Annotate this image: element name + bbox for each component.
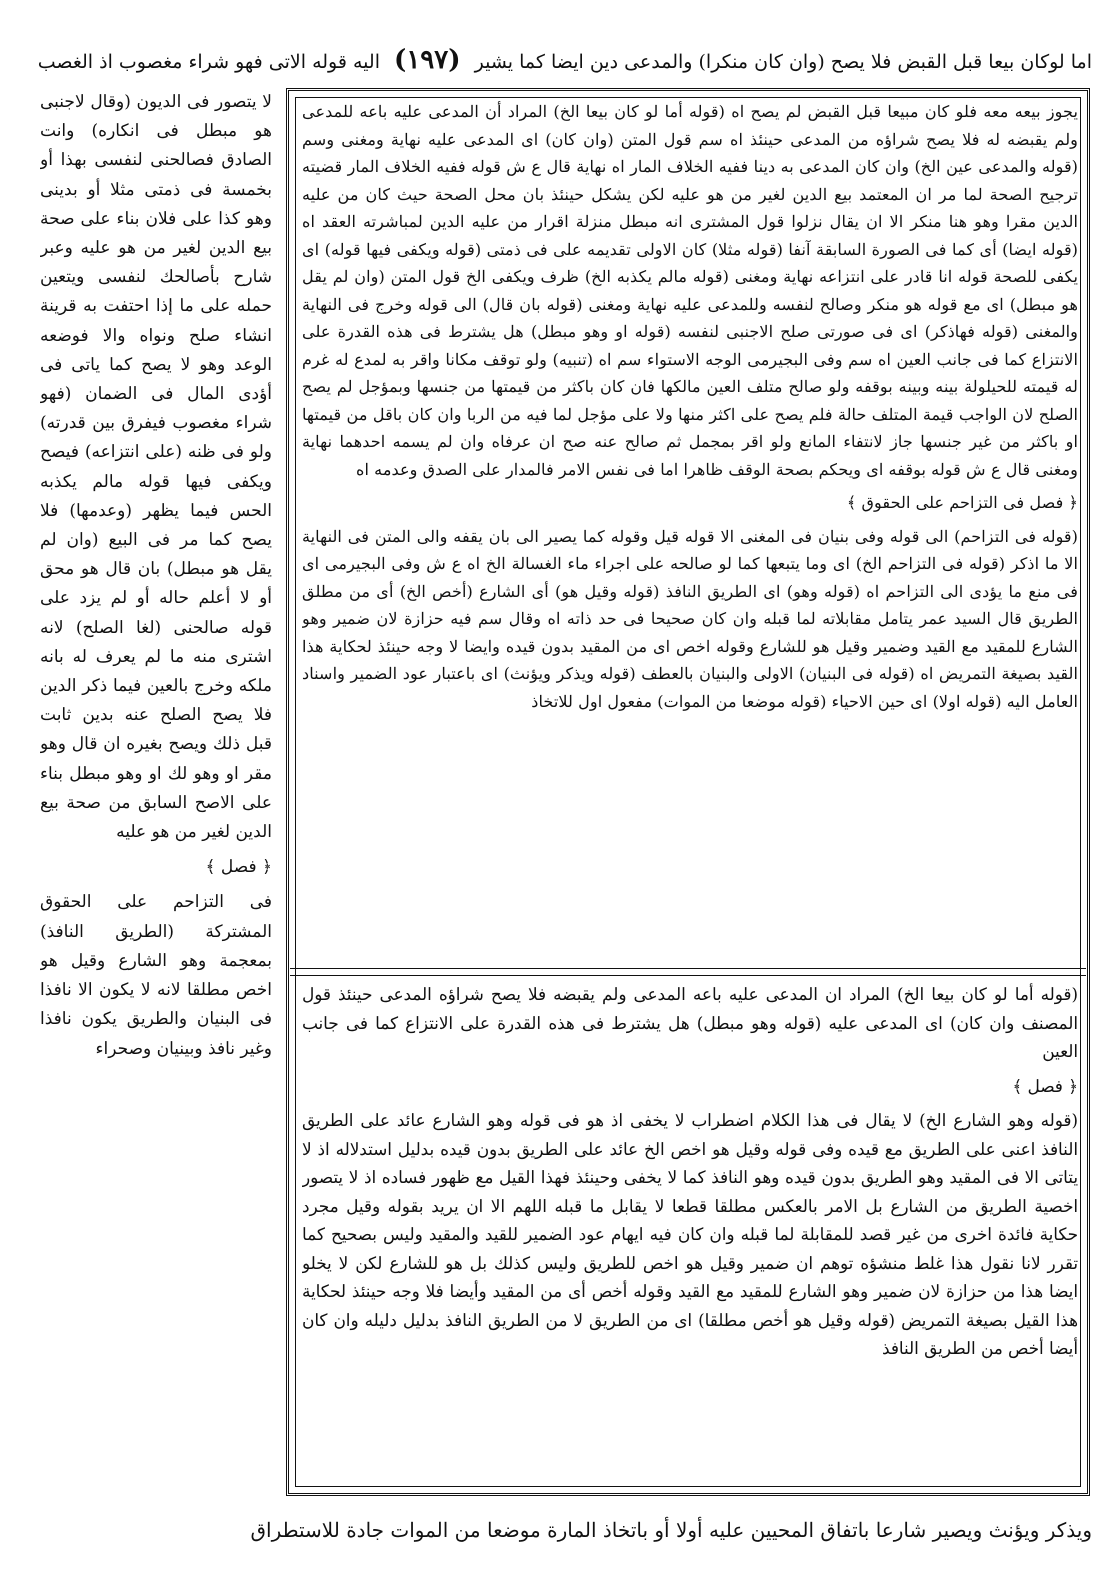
lower-commentary-paragraph: (قوله أما لو كان بيعا الخ) المراد ان المدعى عليه باعه المدعى ولم يقبضه فلا يصح شراؤه المدعى حينئذ قول المصنف وان كان) اى المدعى عليه (قوله وهو مبطل) هل يشترط فى هذه القدرة على الانتزاع كما فى جانب العين: [302, 984, 1078, 1061]
lower-commentary: [302, 980, 1078, 1488]
commentary-divider: [290, 968, 1086, 976]
page-header: [22, 40, 1092, 80]
main-text-paragraph: لا يتصور فى الديون (وقال لاجنبى هو مبطل فى انكاره) وانت الصادق فصالحنى لنفسى بهذا أو بخمسة فى ذمتى مثلا أو بدينى وهو كذا على فلان بناء على صحة بيع الدين لغير من هو عليه وعبر شارح بأصالحك لنفسى ويتعين حمله على ما إذا احتفت به قرينة انشاء صلح ونواه والا فوضعه الوعد وهو لا يصح كما ياتى فى أؤدى المال فى الضمان (فهو شراء مغصوب فيفرق بين قدرته) ولو فى ظنه (على انتزاعه) فيصح ويكفى فيها قوله مالم يكذبه الحس فيما يظهر (وعدمها) فلا يصح كما مر فى البيع (وان لم يقل هو مبطل) بان قال هو محق أو لا أعلم حاله أو لم يزد على قوله صالحنى (لغا الصلح) لانه اشترى منه ما لم يعرف له بانه ملكه وخرج بالعين فيما ذكر الدين فلا يصح الصلح عنه بدين ثابت قبل ذلك ويصح بغيره ان قال وهو مقر او وهو لك او وهو مبطل بناء على الاصح السابق من صحة بيع الدين لغير من هو عليه: [40, 92, 272, 843]
page-number: (١٩٧): [394, 45, 461, 75]
lower-commentary-paragraph: (قوله وهو الشارع الخ) لا يقال فى هذا الكلام اضطراب لا يخفى اذ هو فى قوله وهو الشارع عائد على الطريق النافذ اعنى على الطريق مع قيده وفى قوله وقيل هو اخص الخ عائد على الطريق بدون قيده بدليل استدلاله اذ لا يتاتى الا فى المقيد وهو الطريق بدون قيده وهو النافذ كما لا يخفى وحينئذ فهذا القيل مع ظهور فساده اذ لا يتصور اخصية الطريق من الشارع بل الامر بالعكس مطلقا قطعا لا يقابل ما قبله اللهم الا ان يريد بقوله وقيل مجرد حكاية فائدة اخرى من غير قصد للمقابلة لما قبله وان كان فيه ايهام عود الضمير للقيد والمقيد وليس بصحيح كما تقرر لانا نقول هذا غلط منشؤه توهم ان ضمير وقيل هو اخص للطريق وليس كذلك بل هو للشارع لكن لا يخلو ايضا هذا من حزازة لان ضمير وهو الشارع للمقيد مع القيد وقوله أخص أى من المقيد وأيضا فلا وجه حينئذ لحكاية هذا القيل بصيغة التمريض (قوله وقيل هو أخص مطلقا) اى من الطريق لا من الطريق النافذ بدليل دليله وان كان أيضا أخص من الطريق النافذ: [302, 1110, 1078, 1358]
upper-commentary-paragraph: يجوز بيعه معه فلو كان مبيعا قبل القبض لم يصح اه (قوله أما لو كان بيعا الخ) المراد أن المدعى عليه باعه للمدعى ولم يقبضه له فلا يصح شراؤه من المدعى حينئذ اه سم قول المتن (وان كان) اى المدعى عليه نهاية ومغنى وسم (قوله والمدعى عين الخ) وان كان المدعى به دينا ففيه الخلاف المار اه نهاية قال ع ش قوله ففيه الخلاف المار قضيته ترجيح الصحة لما مر ان المعتمد بيع الدين لغير من هو عليه لكن يشكل حينئذ بان محل الصحة حيث كان من عليه الدين مقرا وهو هنا منكر الا ان يقال نزلوا قول المشترى انه مبطل منزلة اقرار من عليه الدين لمباشرته العقد اه (قوله ايضا) أى كما فى الصورة السابقة آنفا (قوله مثلا) كان الاولى تقديمه على فى ذمتى (قوله ويكفى فيها قوله) اى يكفى للصحة قوله انا قادر على انتزاعه نهاية ومغنى (قوله مالم يكذبه الخ) ظرف ويكفى الخ قول المتن (وان لم يقل هو مبطل) اى مع قوله هو منكر وصالح لنفسه وللمدعى عليه نهاية ومغنى (قوله بان قال) الى قوله وخرج فى النهاية والمغنى (قوله فهاذكر) اى فى صورتى صلح الاجنبى لنفسه (قوله او وهو مبطل) هل يشترط فى هذه القدرة على الانتزاع كما فى جانب العين اه سم وفى البجيرمى الوجه الاستواء سم اه (تنبيه) ولو توقف مكانا واقر به لمدع له غرم له قيمته للحيلولة بينه وبينه بوقفه ولو صالح متلف العين مالكها فان كان باكثر من قيمتها من جنسها وبمؤجل لم يصح الصلح لان الواجب قيمة المتلف حالة فلم يصح على اكثر منها ولا على مؤجل لما فيه من الربا وان كان باقل من قيمتها او باكثر من غير جنسها جاز لانتفاء المانع ولو اقر بمجمل ثم صالح عنه صح ان عرفاه وان لم يسمه احدهما نهاية ومغنى قال ع ش قوله بوقفه اى ويحكم بصحة الوقف ظاهرا اما فى نفس الامر فالمدار على الصدق وعدمه اه: [302, 102, 1078, 479]
main-text-column: [40, 88, 272, 1500]
upper-section-title: ﴿ فصل فى التزاحم على الحقوق ﴾: [846, 493, 1078, 512]
main-text-paragraph: فى التزاحم على الحقوق المشتركة (الطريق النافذ) بمعجمة وهو الشارع وقيل هو اخص مطلقا لانه لا يكون الا نافذا فى البنيان والطريق يكون نافذا وغير نافذ وبينيان وصحراء: [40, 892, 272, 1059]
upper-commentary: [302, 98, 1078, 960]
header-text-left: اليه قوله الاتى فهو شراء مغصوب اذ الغصب: [37, 51, 380, 73]
header-text-right: اما لوكان بيعا قبل القبض فلا يصح (وان كان منكرا) والمدعى دين ايضا كما يشير: [474, 51, 1092, 73]
page-footer-line: ويذكر ويؤنث ويصير شارعا باتفاق المحيين عليه أولا أو باتخاذ المارة موضعا من الموات جادة للاستطراق: [250, 1518, 1092, 1542]
main-section-title: ﴿ فصل ﴾: [205, 857, 272, 878]
upper-commentary-paragraph: (قوله فى التزاحم) الى قوله وفى بنيان فى المغنى الا قوله قيل وقوله كما يصير الى بان يقفه والى المتن فى النهاية الا ما اذكر (قوله فى التزاحم الخ) اى وما يتبعها كما لو صالحه على اجراء ماء الغسالة الخ اه ع ش وفى البجيرمى اى فى منع ما يؤدى الى التزاحم اه (قوله وهو) اى الطريق النافذ (قوله وقيل هو) أى الشارع (أخص الخ) أى من مطلق الطريق قال السيد عمر يتامل مقابلاته لما قبله وان كان صحيحا فى حد ذاته اه وقال سم فيه حزازة لان ضمير وهو الشارع للمقيد مع القيد وضمير وقيل هو للشارع وقوله اخص اى من المقيد بدون قيده وايضا لا وجه حينئذ لحكاية هذا القيد بصيغة التمريض اه (قوله فى البنيان) الاولى والبنيان بالعطف (قوله ويذكر ويؤنث) اى باعتبار عود الضمير واسناد العامل اليه (قوله اولا) اى حين الاحياء (قوله موضعا من الموات) مفعول اول للاتخاذ: [302, 526, 1078, 711]
lower-section-title: ﴿ فصل ﴾: [1012, 1075, 1078, 1096]
